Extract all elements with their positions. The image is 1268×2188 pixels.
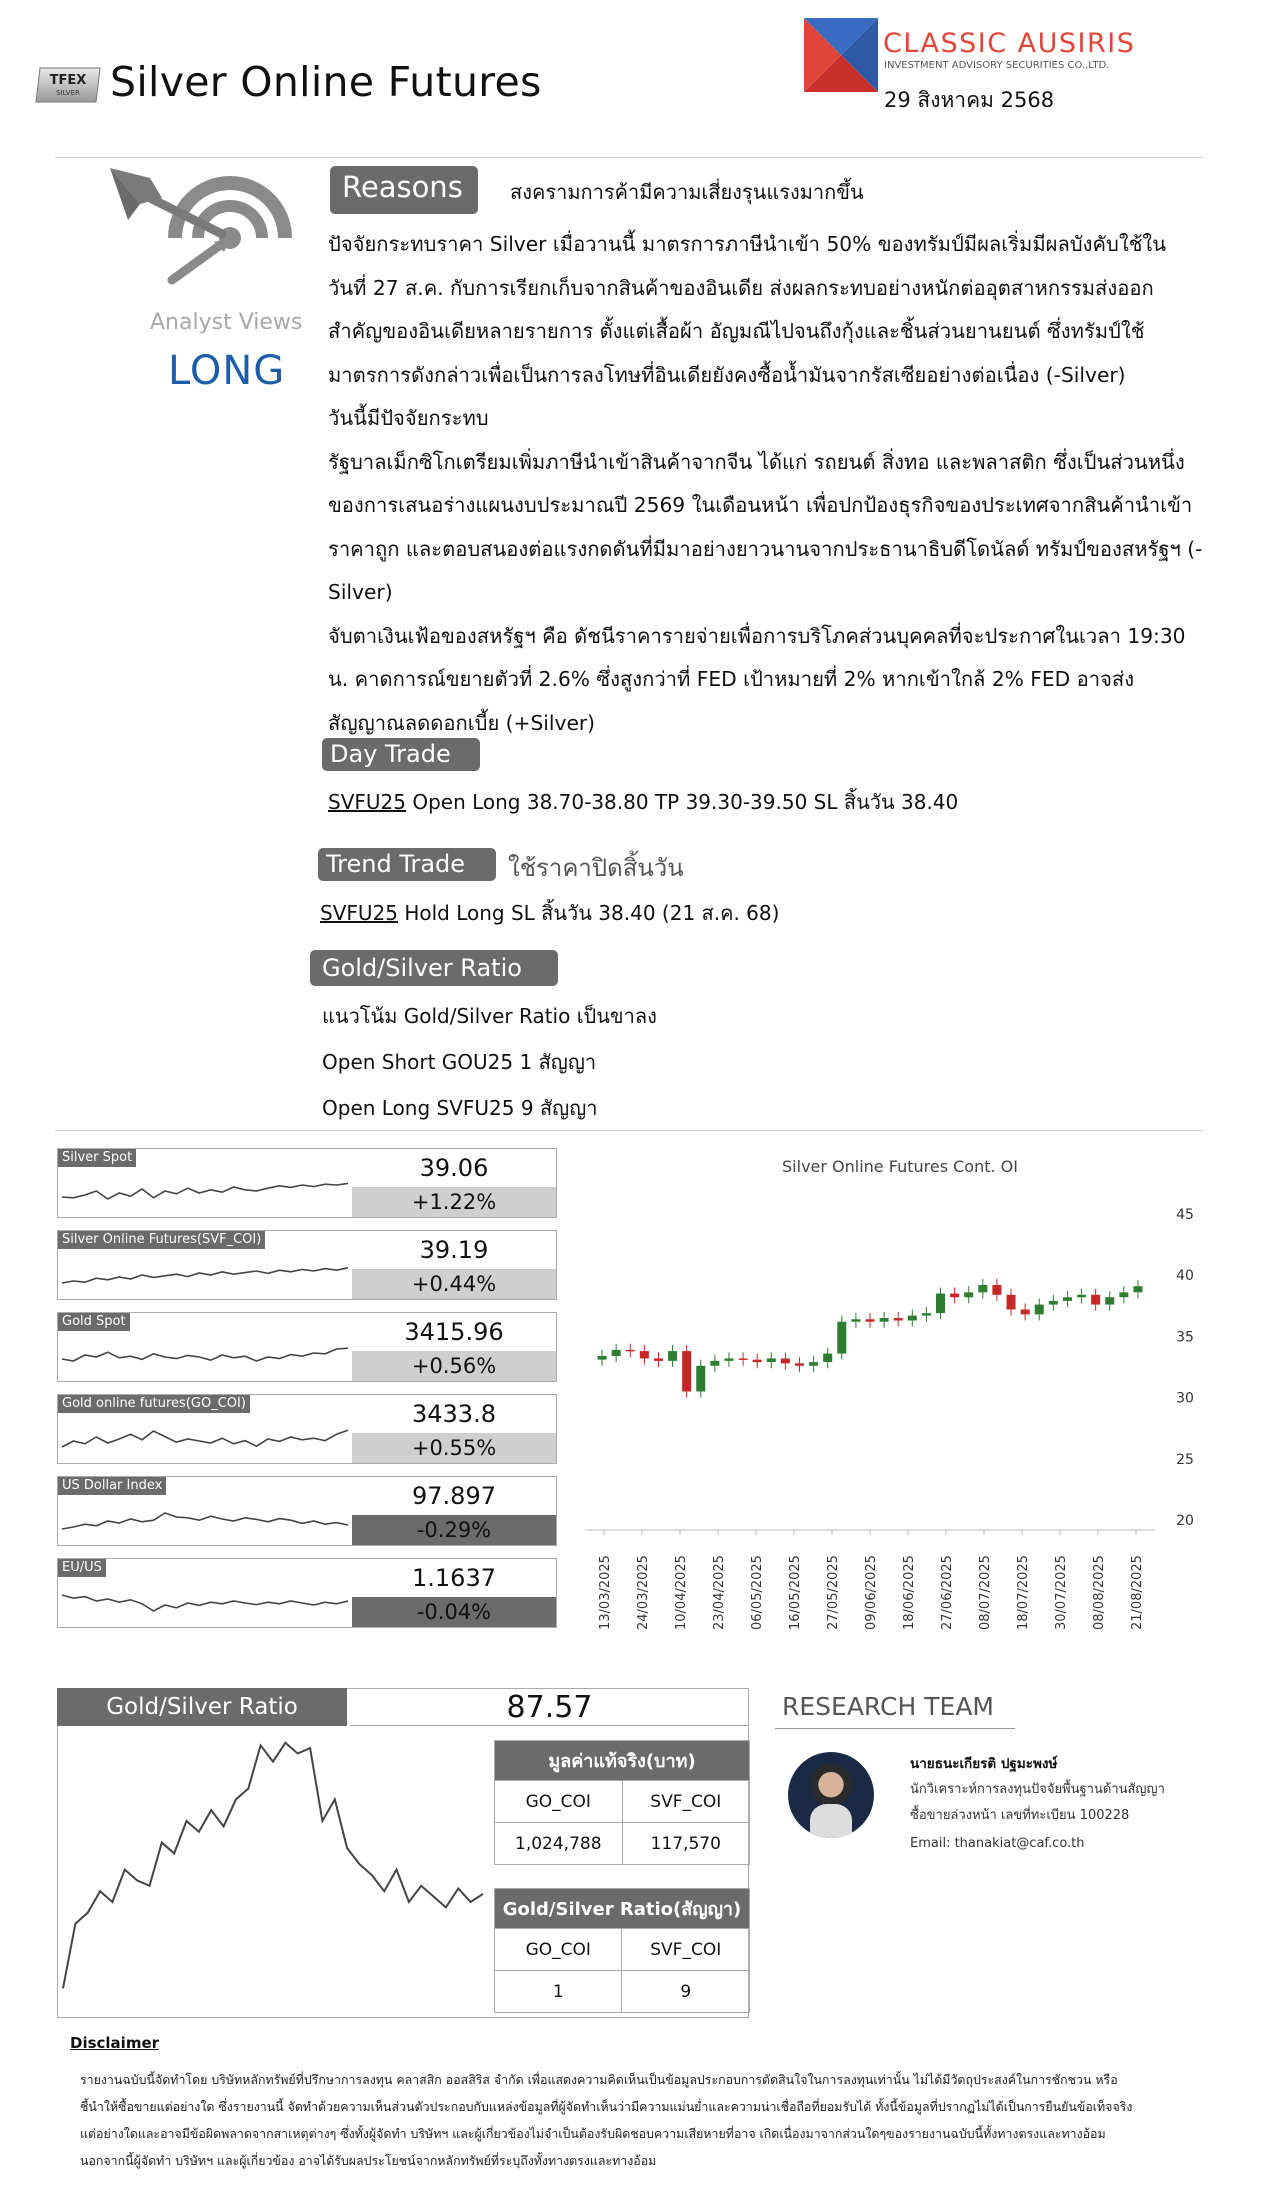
candle-body (908, 1316, 917, 1321)
candle-body (668, 1351, 677, 1361)
market-tile (57, 1312, 557, 1382)
gold-silver-ratio-value: 87.57 (350, 1688, 749, 1726)
candle-body (950, 1294, 959, 1298)
reason-line: สัญญาณลดดอกเบี้ย (+Silver) (328, 710, 596, 735)
research-team-title: RESEARCH TEAM (782, 1692, 994, 1721)
candle-body (1077, 1295, 1086, 1297)
candle-body (1105, 1297, 1114, 1304)
x-tick-label: 16/05/2025 (788, 1555, 803, 1630)
reason-line: ปัจจัยกระทบราคา Silver เมื่อวานนี้ มาตรการภาษีนำเข้า 50% ของทรัมป์มีผลเริ่มมีผลบังคับใช้ใน (328, 232, 1167, 256)
candle-body (809, 1362, 818, 1366)
real-value-table (494, 1740, 750, 1865)
market-change: +1.22% (352, 1187, 556, 1217)
ratio-trade-line: Open Short GOU25 1 สัญญา (322, 1050, 597, 1074)
column-header: GO_COI (495, 1781, 623, 1823)
market-name: Silver Spot (58, 1149, 136, 1167)
candle-body (696, 1366, 705, 1392)
ratio-trade-line: Open Long SVFU25 9 สัญญา (322, 1096, 598, 1120)
sparkline-path (62, 1430, 348, 1447)
research-divider (775, 1728, 1015, 1729)
classic-ausiris-logo-mark (804, 18, 878, 92)
market-value: 1.1637 (352, 1559, 556, 1597)
market-sparkline (60, 1579, 350, 1625)
svf-coi-contracts: 9 (622, 1971, 750, 2013)
disclaimer-line: นอกจากนี้ผู้จัดทำ บริษัทฯ และผู้เกี่ยวข้อง อาจได้รับผลประโยชน์จากหลักทรัพย์ที่ระบุถึงทั้งทางตรงและทางอ้อม (80, 2153, 657, 2168)
market-sparkline (60, 1169, 350, 1215)
brand-name: CLASSIC AUSIRIS (883, 28, 1136, 59)
trend-trade-badge: Trend Trade (318, 848, 496, 881)
column-header: GO_COI (495, 1929, 622, 1971)
go-coi-contracts: 1 (495, 1971, 622, 2013)
sparkline-path (62, 1513, 348, 1529)
candle-body (1091, 1295, 1100, 1305)
x-tick-label: 24/03/2025 (636, 1555, 651, 1630)
candle-body (724, 1358, 733, 1360)
market-sparkline (60, 1251, 350, 1297)
reason-line: วันที่ 27 ส.ค. กับการเรียกเก็บจากสินค้าของอินเดีย ส่งผลกระทบอย่างหนักต่ออุตสาหกรรมส่งออก (328, 275, 1154, 300)
brand-subtitle: INVESTMENT ADVISORY SECURITIES CO.,LTD. (884, 60, 1110, 71)
disclaimer-line: แต่อย่างใดและอาจมีข้อผิดพลาดจากสาเหตุต่างๆ ซึ่งทั้งผู้จัดทำ บริษัทฯ และผู้เกี่ยวข้องไม่จำเป็นต้องรับผิดชอบความเสียหายที่อาจ เกิดเนื่องมาจากส่วนใดๆของรายงานฉบับนี้ทั้งทางตรงและทางอ้อม (80, 2126, 1106, 2141)
sparkline-path (62, 1595, 348, 1611)
candle-body (753, 1360, 762, 1362)
ratio-contracts-table (494, 1888, 750, 2013)
x-tick-label: 13/03/2025 (598, 1555, 613, 1630)
disclaimer-text (80, 2066, 1210, 2174)
y-tick-label: 20 (1176, 1513, 1194, 1529)
reason-line: ราคาถูก และตอบสนองต่อแรงกดดันที่มีมาอย่างยาวนานจากประธานาธิบดีโดนัลด์ ทรัมป์ของสหรัฐฯ (- (328, 536, 1203, 561)
day-trade-symbol: SVFU25 (328, 790, 406, 814)
market-tile (57, 1394, 557, 1464)
candle-body (1049, 1301, 1058, 1305)
analyst-license: ซื้อขายล่วงหน้า เลขที่ทะเบียน 100228 (910, 1808, 1130, 1823)
candle-body (894, 1318, 903, 1320)
x-tick-label: 27/05/2025 (826, 1555, 841, 1630)
gold-silver-ratio-title: Gold/Silver Ratio (57, 1688, 347, 1726)
candle-body (964, 1292, 973, 1297)
ratio-line (63, 1743, 483, 1989)
candle-body (1119, 1292, 1128, 1297)
candle-body (781, 1358, 790, 1363)
x-tick-label: 21/08/2025 (1130, 1555, 1145, 1630)
sparkline-path (62, 1348, 348, 1361)
candle-body (922, 1313, 931, 1315)
market-name: Silver Online Futures(SVF_COI) (58, 1231, 265, 1249)
market-tile (57, 1558, 557, 1628)
candle-body (1063, 1297, 1072, 1301)
disclaimer-line: รายงานฉบับนี้จัดทำโดย บริษัทหลักทรัพย์ที่ปรึกษาการลงทุน คลาสสิก ออสสิริส จำกัด เพื่อแสดงความคิดเห็นเป็นข้อมูลประกอบการตัดสินใจในการลงทุนเท่านั้น ไม่ได้มีวัตถุประสงค์ในการชักชวน หรือ (80, 2072, 1118, 2087)
real-value-table-title: มูลค่าแท้จริง(บาท) (495, 1741, 750, 1781)
chart-title: Silver Online Futures Cont. OI (782, 1157, 1018, 1176)
svf-coi-value: 117,570 (622, 1823, 749, 1865)
disclaimer-line: ชี้นำให้ซื้อขายแต่อย่างใด ซึ่งรายงานนี้ จัดทำด้วยความเห็นส่วนตัวประกอบกับแหล่งข้อมูลที่ผู้จัดทำเห็นว่ามีความแม่นย่ำและความน่าเชื่อถือที่ยอมรับได้ ทั้งนี้ข้อมูลที่ปรากฏไม่ได้เป็นการยืนยันข้อเท็จจริง (80, 2099, 1133, 2114)
reason-line: จับตาเงินเฟ้อของสหรัฐฯ คือ ดัชนีราคารายจ่ายเพื่อการบริโภคส่วนบุคคลที่จะประกาศในเวลา 19:30 (328, 623, 1186, 648)
reason-line: สำคัญของอินเดียหลายรายการ ตั้งแต่เสื้อผ้า อัญมณีไปจนถึงกุ้งและชิ้นส่วนยานยนต์ ซึ่งทรัมป์ใช้ (328, 319, 1145, 343)
x-tick-label: 18/07/2025 (1016, 1555, 1031, 1630)
candle-body (1035, 1305, 1044, 1315)
y-tick-label: 40 (1176, 1268, 1194, 1285)
market-value: 39.06 (352, 1149, 556, 1187)
market-change: -0.29% (352, 1515, 556, 1545)
x-tick-label: 18/06/2025 (902, 1555, 917, 1630)
report-date: 29 สิงหาคม 2568 (884, 88, 1055, 112)
candle-body (1133, 1286, 1142, 1292)
x-tick-label: 27/06/2025 (940, 1555, 955, 1630)
market-change: -0.04% (352, 1597, 556, 1627)
reasons-badge: Reasons (330, 166, 478, 214)
candle-body (739, 1358, 748, 1360)
go-coi-value: 1,024,788 (495, 1823, 623, 1865)
x-tick-label: 30/07/2025 (1054, 1555, 1069, 1630)
y-tick-label: 35 (1176, 1329, 1194, 1346)
reason-line: มาตรการดังกล่าวเพื่อเป็นการลงโทษที่อินเดียยังคงซื้อน้ำมันจากรัสเซียอย่างต่อเนื่อง (-Silver) (328, 362, 1126, 387)
candle-body (654, 1358, 663, 1360)
candle-body (936, 1294, 945, 1314)
candle-body (837, 1322, 846, 1354)
market-change: +0.55% (352, 1433, 556, 1463)
x-tick-label: 08/08/2025 (1092, 1555, 1107, 1630)
x-tick-label: 09/06/2025 (864, 1555, 879, 1630)
trend-trade-symbol: SVFU25 (320, 901, 398, 925)
analyst-avatar (788, 1752, 874, 1838)
candle-body (823, 1354, 832, 1363)
x-tick-label: 08/07/2025 (978, 1555, 993, 1630)
day-trade-badge: Day Trade (322, 738, 480, 771)
market-name: EU/US (58, 1559, 106, 1577)
trend-trade-text: Hold Long SL สิ้นวัน 38.40 (21 ส.ค. 68) (397, 901, 780, 925)
candle-body (795, 1363, 804, 1365)
disclaimer-title: Disclaimer (70, 2034, 160, 2052)
analyst-role: นักวิเคราะห์การลงทุนปัจจัยพื้นฐานด้านสัญญา (910, 1782, 1165, 1797)
svg-text:TFEX: TFEX (49, 73, 87, 88)
header-divider (55, 157, 1203, 158)
market-sparkline (60, 1333, 350, 1379)
candle-body (851, 1319, 860, 1321)
market-name: Gold online futures(GO_COI) (58, 1395, 250, 1413)
y-tick-label: 25 (1176, 1451, 1194, 1468)
reason-line: วันนี้มีปัจจัยกระทบ (328, 406, 489, 430)
reason-line: Silver) (328, 580, 393, 604)
sparkline-path (62, 1183, 348, 1199)
day-trade-recommendation (328, 786, 958, 818)
page-title: Silver Online Futures (110, 58, 542, 106)
market-value: 3433.8 (352, 1395, 556, 1433)
reason-line: ของการเสนอร่างแผนงบประมาณปี 2569 ในเดือนหน้า เพื่อปกป้องธุรกิจของประเทศจากสินค้านำเข้า (328, 493, 1193, 517)
candle-body (1007, 1295, 1016, 1310)
ratio-trade-line: แนวโน้ม Gold/Silver Ratio เป็นขาลง (322, 1004, 657, 1028)
gold-silver-ratio-chart (57, 1728, 493, 2018)
svg-text:SILVER: SILVER (56, 89, 80, 97)
market-value: 3415.96 (352, 1313, 556, 1351)
reason-line: รัฐบาลเม็กซิโกเตรียมเพิ่มภาษีนำเข้าสินค้าจากจีน ได้แก่ รถยนต์ สิ่งทอ และพลาสติก ซึ่งเป็นส่วนหนึ่ง (328, 449, 1185, 474)
analyst-views-label: Analyst Views (150, 310, 303, 335)
candle-body (1021, 1309, 1030, 1314)
tfex-silver-logo (34, 64, 104, 106)
market-tile (57, 1230, 557, 1300)
y-tick-label: 30 (1176, 1390, 1194, 1407)
x-tick-label: 10/04/2025 (674, 1555, 689, 1630)
reasons-body (328, 223, 1228, 745)
candle-body (710, 1361, 719, 1366)
market-change: +0.56% (352, 1351, 556, 1381)
market-name: US Dollar Index (58, 1477, 166, 1495)
column-header: SVF_COI (622, 1781, 749, 1823)
candle-body (682, 1351, 691, 1391)
section-divider (55, 1130, 1203, 1131)
analyst-view-value: LONG (168, 348, 286, 394)
market-change: +0.44% (352, 1269, 556, 1299)
candle-body (626, 1350, 635, 1352)
sparkline-path (62, 1268, 348, 1283)
market-name: Gold Spot (58, 1313, 130, 1331)
market-sparkline (60, 1497, 350, 1543)
market-tile (57, 1476, 557, 1546)
market-tile (57, 1148, 557, 1218)
reason-line: น. คาดการณ์ขยายตัวที่ 2.6% ซึ่งสูงกว่าที่ FED เป้าหมายที่ 2% หากเข้าใกล้ 2% FED อาจส่ง (328, 667, 1135, 691)
trend-trade-note: ใช้ราคาปิดสิ้นวัน (508, 854, 684, 882)
market-value: 97.897 (352, 1477, 556, 1515)
target-arrow-icon (110, 168, 300, 303)
x-tick-label: 23/04/2025 (712, 1555, 727, 1630)
silver-futures-chart (575, 1140, 1215, 1670)
candle-body (978, 1285, 987, 1292)
analyst-email[interactable]: Email: thanakiat@caf.co.th (910, 1836, 1085, 1851)
column-header: SVF_COI (622, 1929, 750, 1971)
ratio-contracts-table-title: Gold/Silver Ratio(สัญญา) (495, 1889, 750, 1929)
candle-body (612, 1350, 621, 1356)
market-sparkline (60, 1415, 350, 1461)
candle-body (767, 1358, 776, 1362)
candle-body (865, 1319, 874, 1321)
x-tick-label: 06/05/2025 (750, 1555, 765, 1630)
trend-trade-recommendation (320, 897, 779, 929)
reasons-headline: สงครามการค้ามีความเสี่ยงรุนแรงมากขึ้น (510, 180, 864, 204)
candle-body (880, 1318, 889, 1322)
market-value: 39.19 (352, 1231, 556, 1269)
ratio-trade-badge: Gold/Silver Ratio (310, 950, 558, 986)
y-tick-label: 45 (1176, 1207, 1194, 1223)
candle-body (598, 1356, 607, 1360)
candle-body (992, 1285, 1001, 1295)
analyst-name: นายธนะเกียรติ ปฐมะพงษ์ (910, 1756, 1058, 1772)
candle-body (640, 1351, 649, 1358)
day-trade-text: Open Long 38.70-38.80 TP 39.30-39.50 SL สิ้นวัน 38.40 (405, 790, 959, 814)
